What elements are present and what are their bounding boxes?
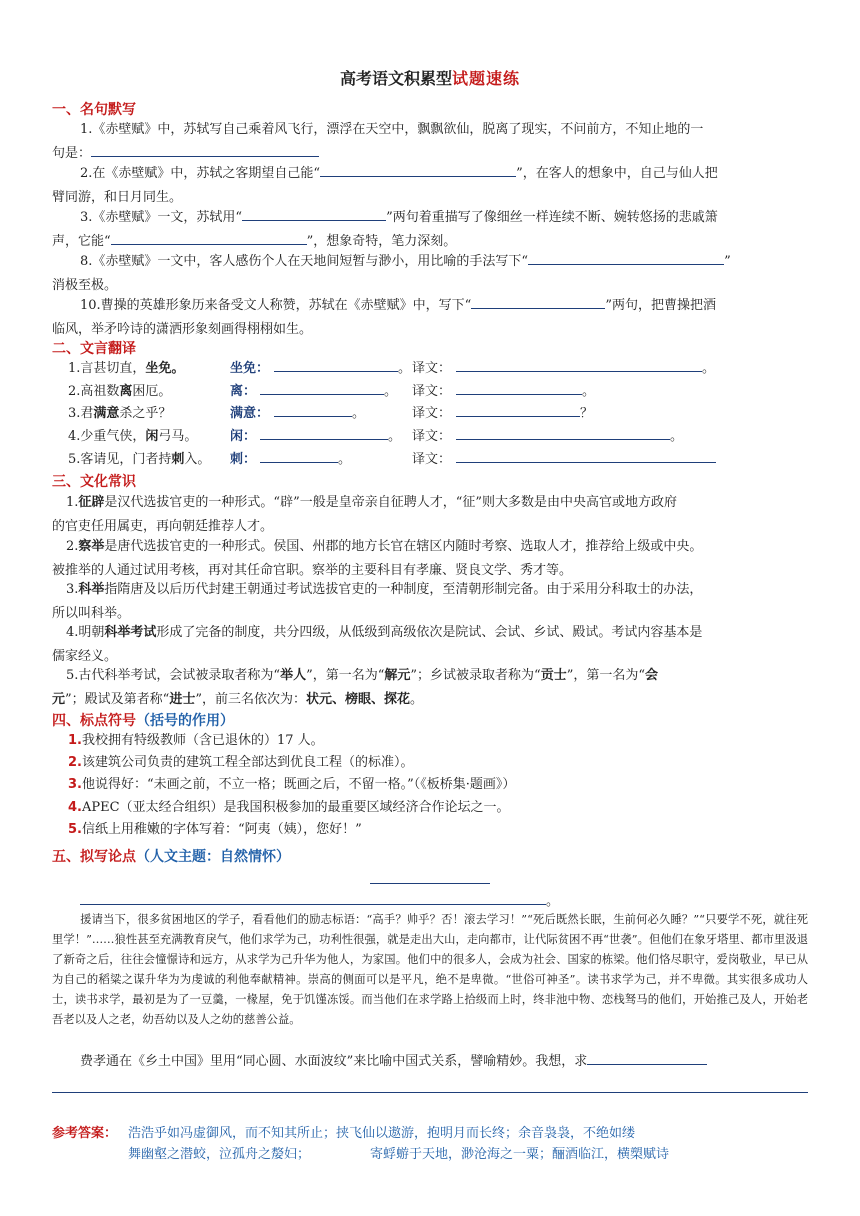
title-main: 高考语文积累型	[339, 69, 452, 88]
answer-blank[interactable]	[456, 426, 670, 440]
answer-key-label: 参考答案：	[52, 1126, 118, 1141]
answer-key-line-1: 浩浩乎如冯虚御风，而不知其所止；挟飞仙以遨游，抱明月而长终；余音袅袅，不绝如缕	[128, 1126, 636, 1141]
answer-blank[interactable]	[456, 381, 582, 395]
culture-note-2: 2.察举是唐代选拔官吏的一种形式。侯国、州郡的地方长官在辖区内随时考察、选取人才，推荐给上级或中央。 被推举的人通过试用考核，再对其任命官职。察举的主要科目有孝廉、贤良文学、秀才等。	[52, 539, 703, 578]
answer-blank[interactable]	[260, 426, 388, 440]
answer-blank[interactable]	[587, 1051, 707, 1065]
culture-note-4: 4.明朝科举考试形成了完备的制度，共分四级，从低级到高级依次是院试、会试、乡试、殿试。考试内容基本是 儒家经义。	[52, 625, 703, 664]
punctuation-example-2: 2.该建筑公司负责的建筑工程全部达到优良工程（的标准）。	[68, 755, 414, 770]
page-title	[0, 66, 860, 89]
section-heading-5: 五、拟写论点（人文主题：自然情怀）	[52, 849, 290, 865]
section-heading-4: 四、标点符号（括号的作用）	[52, 713, 234, 729]
thesis-blank[interactable]	[80, 891, 546, 905]
reading-passage: 援请当下，很多贫困地区的学子，看看他们的励志标语：“高手？帅乎？否！滚去学习！”“死后既然长眠，生前何必久睡？”“只要学不死，就往死里学！”……狼性甚至充满教育戾气，他们求学为己，功利性很强，就是走出大山，走向都市，让代际贫困不再“世袭”。但他们在象牙塔里、都市里汲退了新奇之后，往往会憧憬诗和远方，从求学为己升华为他人，为家国。他们中的很多人，会成为社会、国家的栋梁。他们恪尽职守，爱岗敬业，早已从为自己的稻粱之谋升华为为虔诚的利他奉献精神。崇高的侧面可以是平凡，绝不是卑微。“世俗可神圣”。读书求学为己，并不卑微。其实很多成功人士，读书求学，最初是为了一豆羹，一椽屋，免于饥馑冻馁。而当他们在求学路上拾级而上时，终非池中物、恋栈驽马的他们，开始推己及人，开始老吾老以及人之老，幼吾幼以及人之幼的慈善公益。	[52, 913, 808, 1026]
answer-blank[interactable]	[456, 403, 580, 417]
section-note: （人文主题：自然情怀）	[136, 849, 290, 865]
answer-blank[interactable]	[471, 295, 605, 309]
section-note: （括号的作用）	[136, 713, 234, 729]
punctuation-example-3: 3.他说得好：“未画之前，不立一格；既画之后，不留一格。”（《板桥集·题画》）	[68, 777, 516, 792]
punctuation-example-4: 4.APEC（亚太经合组织）是我国积极参加的最重要区域经济合作论坛之一。	[68, 800, 510, 815]
answer-key-line-2b: 寄蜉蝣于天地，渺沧海之一粟；酾酒临江，横槊赋诗	[370, 1147, 670, 1162]
answer-blank[interactable]	[91, 143, 319, 157]
answer-blank[interactable]	[111, 231, 307, 245]
title-accent: 试题速练	[452, 69, 521, 88]
question-8: 8.《赤壁赋》一文中，客人感伤个人在天地间短暂与渺小，用比喻的手法写下“ ” 消极至极。	[52, 250, 808, 298]
answer-blank[interactable]	[274, 358, 398, 372]
thesis-line: 。	[80, 890, 560, 910]
question-2: 2.在《赤壁赋》中，苏轼之客期望自己能“ ”，在客人的想象中，自己与仙人把 臂同游，和日月同生。	[52, 162, 808, 210]
answer-blank[interactable]	[260, 449, 338, 463]
answer-blank[interactable]	[320, 163, 516, 177]
answer-blank[interactable]	[456, 358, 702, 372]
section-heading-1: 一、名句默写	[52, 102, 136, 118]
answer-blank[interactable]	[242, 207, 386, 221]
answer-blank[interactable]	[274, 403, 352, 417]
divider-line	[52, 1092, 808, 1093]
question-3: 3.《赤壁赋》一文，苏轼用“ ”两句着重描写了像细丝一样连续不断、婉转悠扬的悲戚箫 声，它能“ ”，想象奇特，笔力深刻。	[52, 206, 808, 254]
worksheet-page: 高考语文积累型试题速练 一、名句默写 1.《赤壁赋》中，苏轼写自己乘着风飞行，漂浮在天空中，飘飘欲仙，脱离了现实，不问前方，不知止地的一 句是： 2.在《赤壁赋》中，苏轼之客期望自己能“ ”，在客人的想象中，自己与仙人把 臂同游，和日月同生。 3.《赤壁赋》一文，苏轼用“ ”两句着重描写了像细丝一样连续不断、婉转悠扬的悲戚箫 声，它能“ ”，想象奇特，笔力深刻。 8.《赤壁赋》一文中，客人感伤个人在天地间短暂与渺小，用比喻的手法写下“ ” 消极至极。 10.曹操的英雄形象历来备受文人称赞，苏轼在《赤壁赋》中，写下“ ”两句，把曹操把酒 临风，举矛吟诗的潇洒形象刻画得栩栩如生。 二、文言翻译 1.言甚切直，坐免。 坐免： 。 译文： 。 2.高祖数离困厄。 离： 。 译文： 。 3.君满意杀之乎？ 满意： 。 译文： ？ 4.少重气侠，闲弓马。 闲： 。 译文： 。 5.客请见，门者持刺入。 刺： 。 译文： 三、文化常识 1.征辟是汉代选拔官吏的一种形式。“辟”一般是皇帝亲自征聘人才，“征”则大多数是由中央高官或地方政府 的官吏任用属吏，再向朝廷推荐人才。 2.察举是唐代选拔官吏的一种形式。侯国、州郡的地方长官在辖区内随时考察、选取人才，推荐给上级或中央。 被推举的人通过试用考核，再对其任命官职。察举的主要科目有孝廉、贤良文学、秀才等。 3.科举指隋唐及以后历代封建王朝通过考试选拔官吏的一种制度，至清朝形制完备。由于采用分科取士的办法， 所以叫科举。 4.明朝科举考试形成了完备的制度，共分四级，从低级到高级依次是院试、会试、乡试、殿试。考试内容基本是 儒家经义。 5.古代科举考试，会试被录取者称为“举人”，第一名为“解元”；乡试被录取者称为“贡士”，第一名为“会 元”；殿试及第者称“进士”，前三名依次为：状元、榜眼、探花。 四、标点符号（括号的作用） 1.我校拥有特级教师（含已退休的）17 人。 2.该建筑公司负责的建筑工程全部达到优良工程（的标准）。 3.他说得好：“未画之前，不立一格；既画之后，不留一格。”（《板桥集·题画》） 4.APEC（亚太经合组织）是我国积极参加的最重要区域经济合作论坛之一。 5.信纸上用稚嫩的字体写着：“阿夷（姨），您好！” 五、拟写论点（人文主题：自然情怀） 。 援请当下，很多贫困地区的学子，看看他们的励志标语：“高手？帅乎？否！滚去学习！”“死后既然长眠，生前何必久睡？”“只要学不死，就往死里学！”……狼性甚至充满教育戾气，他们求学为己，功利性很强，就是走出大山，走向都市，让代际贫困不再“世袭”。但他们在象牙塔里、都市里汲退了新奇之后，往往会憧憬诗和远方，从求学为己升华为他人，为家国。他们中的很多人，会成为社会、国家的栋梁。他们恪尽职守，爱岗敬业，早已从为自己的稻粱之谋升华为为虔诚的利他奉献精神。崇高的侧面可以是平凡，绝不是卑微。“世俗可神圣”。读书求学为己，并不卑微。其实很多成功人士，读书求学，最初是为了一豆羹，一椽屋，免于饥馑冻馁。而当他们在求学路上拾级而上时，终非池中物、恋栈驽马的他们，开始推己及人，开始老吾老以及人之老，幼吾幼以及人之幼的慈善公益。 费孝通在《乡土中国》里用“同心圆、水面波纹”来比喻中国式关系，譬喻精妙。我想，求 参考答案： 浩浩乎如冯虚御风，而不知其所止；挟飞仙以遨游，抱明月而长终；余音袅袅，不绝如缕 舞幽壑之潜蛟，泣孤舟之嫠妇； 寄蜉蝣于天地，渺沧海之一粟；酾酒临江，横槊赋诗	[0, 0, 860, 1216]
culture-note-5: 5.古代科举考试，会试被录取者称为“举人”，第一名为“解元”；乡试被录取者称为“贡士”，第一名为“会 元”；殿试及第者称“进士”，前三名依次为：状元、榜眼、探花。	[52, 668, 659, 707]
question-1: 1.《赤壁赋》中，苏轼写自己乘着风飞行，漂浮在天空中，飘飘欲仙，脱离了现实，不问前方，不知止地的一 句是：	[52, 122, 704, 161]
answer-blank[interactable]	[260, 381, 384, 395]
punctuation-example-1: 1.我校拥有特级教师（含已退休的）17 人。	[68, 733, 324, 748]
culture-note-3: 3.科举指隋唐及以后历代封建王朝通过考试选拔官吏的一种制度，至清朝形制完备。由于采用分科取士的办法， 所以叫科举。	[52, 582, 703, 621]
section-heading-2: 二、文言翻译	[52, 341, 136, 357]
topic-title-blank[interactable]	[370, 870, 490, 884]
answer-blank[interactable]	[456, 449, 716, 463]
punctuation-example-5: 5.信纸上用稚嫩的字体写着：“阿夷（姨），您好！”	[68, 822, 362, 837]
answer-key-line-2a: 舞幽壑之潜蛟，泣孤舟之嫠妇；	[128, 1147, 311, 1162]
passage-last-line: 费孝通在《乡土中国》里用“同心圆、水面波纹”来比喻中国式关系，譬喻精妙。我想，求	[52, 1050, 808, 1074]
answer-blank[interactable]	[528, 251, 724, 265]
section-heading-3: 三、文化常识	[52, 474, 136, 490]
question-10: 10.曹操的英雄形象历来备受文人称赞，苏轼在《赤壁赋》中，写下“ ”两句，把曹操把酒 临风，举矛吟诗的潇洒形象刻画得栩栩如生。	[52, 294, 808, 342]
culture-note-1: 1.征辟是汉代选拔官吏的一种形式。“辟”一般是皇帝亲自征聘人才，“征”则大多数是由中央高官或地方政府 的官吏任用属吏，再向朝廷推荐人才。	[52, 495, 678, 534]
